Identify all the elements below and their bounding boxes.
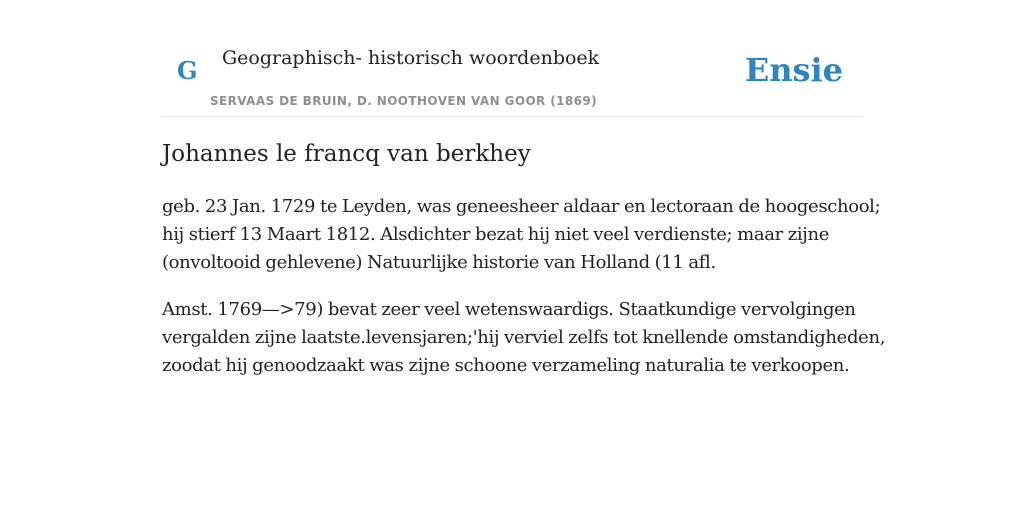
paragraph-line: zoodat hij genoodzaakt was zijne schoone verzameling naturalia te verkoopen. [162,355,850,376]
book-author: SERVAAS DE BRUIN, D. NOOTHOVEN VAN GOOR (1869) [210,94,598,108]
book-header [162,0,862,117]
paragraph-line: (onvoltooid gehlevene) Natuurlijke historie van Holland (11 afl. [162,252,716,273]
paragraph-line: geb. 23 Jan. 1729 te Leyden, was geneesheer aldaar en lectoraan de hoogeschool; [162,196,881,217]
paragraph-line: vergalden zijne laatste.levensjaren;'hij verviel zelfs tot knellende omstandigheden, [162,327,886,348]
entry [162,138,886,380]
paragraph-line: Amst. 1769—>79) bevat zeer veel wetenswaardigs. Staatkundige vervolgingen [162,299,856,320]
entry-paragraph-1 [162,193,881,277]
book-title-link[interactable]: Geographisch- historisch woordenboek [222,47,600,69]
entry-paragraph-2 [162,296,886,380]
entry-title: Johannes le francq van berkhey [162,141,531,167]
ensie-logo-link[interactable]: Ensie [744,51,843,89]
paragraph-line: hij stierf 13 Maart 1812. Alsdichter bezat hij niet veel verdienste; maar zijne [162,224,830,245]
entry-body [162,193,886,380]
book-letter-icon[interactable]: G [177,56,198,85]
